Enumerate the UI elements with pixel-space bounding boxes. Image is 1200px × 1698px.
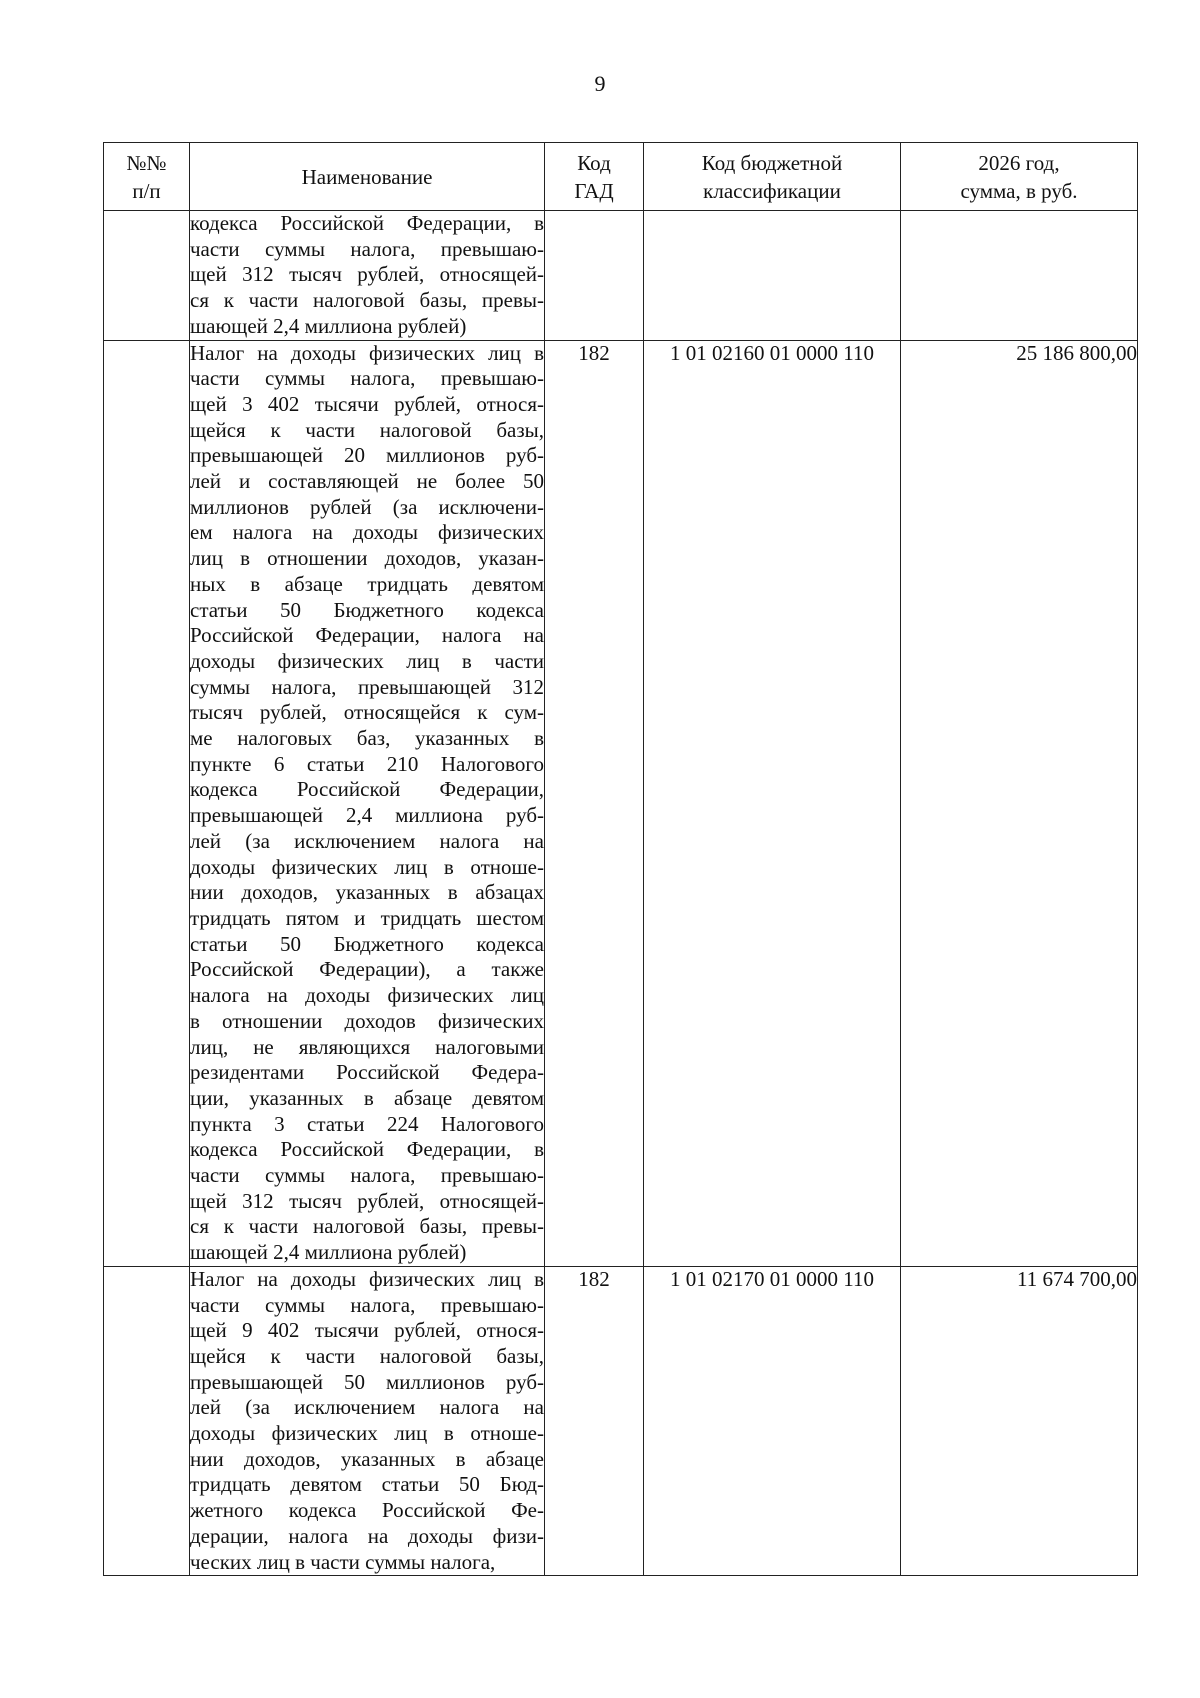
name-line: жетного кодекса Российской Фе- bbox=[190, 1498, 544, 1523]
name-line: пункте 6 статьи 210 Налогового bbox=[190, 751, 544, 776]
name-line: нии доходов, указанных в абзаце bbox=[190, 1446, 544, 1471]
cell-amount bbox=[901, 211, 1138, 341]
header-name bbox=[190, 143, 545, 211]
name-line: доходы физических лиц в отноше- bbox=[190, 1421, 544, 1446]
name-line: доходы физических лиц в части bbox=[190, 648, 544, 673]
cell-num bbox=[104, 1266, 190, 1575]
header-num-line-2: п/п bbox=[132, 178, 161, 203]
name-line: ме налоговых баз, указанных в bbox=[190, 726, 544, 751]
name-line: ся к части налоговой базы, превы- bbox=[190, 1214, 544, 1239]
name-line: тридцать девятом статьи 50 Бюд- bbox=[190, 1472, 544, 1497]
name-line: в отношении доходов физических bbox=[190, 1008, 544, 1033]
name-line: лей (за исключением налога на bbox=[190, 828, 544, 853]
header-name-line-1: Наименование bbox=[301, 164, 433, 189]
name-line: суммы налога, превышающей 312 bbox=[190, 674, 544, 699]
name-line: ся к части налоговой базы, превы- bbox=[190, 288, 544, 313]
header-gad-line-1: Код bbox=[577, 150, 611, 175]
name-line: статьи 50 Бюджетного кодекса bbox=[190, 597, 544, 622]
name-line: Российской Федерации), а также bbox=[190, 957, 544, 982]
table-row bbox=[104, 1266, 1138, 1575]
page-number: 9 bbox=[594, 71, 606, 96]
name-line: нии доходов, указанных в абзацах bbox=[190, 880, 544, 905]
name-line: доходы физических лиц в отноше- bbox=[190, 854, 544, 879]
name-line: налога на доходы физических лиц bbox=[190, 983, 544, 1008]
name-line: лей (за исключением налога на bbox=[190, 1395, 544, 1420]
name-line: тысяч рублей, относящейся к сум- bbox=[190, 700, 544, 725]
header-kbk-line-2: классификации bbox=[703, 178, 841, 203]
name-line: ческих лиц в части суммы налога, bbox=[190, 1549, 496, 1574]
header-amount-line-2: сумма, в руб. bbox=[960, 178, 1078, 203]
name-line: шающей 2,4 миллиона рублей) bbox=[190, 313, 467, 338]
cell-name bbox=[190, 340, 545, 1266]
name-line: Налог на доходы физических лиц в bbox=[190, 340, 544, 365]
name-line: части суммы налога, превышаю- bbox=[190, 1163, 544, 1188]
cell-gad: 182 bbox=[545, 340, 644, 1266]
cell-gad bbox=[545, 211, 644, 341]
cell-num bbox=[104, 211, 190, 341]
cell-gad: 182 bbox=[545, 1266, 644, 1575]
header-gad bbox=[545, 143, 644, 211]
name-line: ем налога на доходы физических bbox=[190, 520, 544, 545]
name-line: ции, указанных в абзаце девятом bbox=[190, 1085, 544, 1110]
header-num bbox=[104, 143, 190, 211]
name-line: дерации, налога на доходы физи- bbox=[190, 1523, 544, 1548]
header-amount-line-1: 2026 год, bbox=[978, 150, 1060, 175]
name-line: кодекса Российской Федерации, в bbox=[190, 211, 544, 235]
name-line: лиц в отношении доходов, указан- bbox=[190, 546, 544, 571]
table-header bbox=[104, 143, 1138, 211]
name-line: кодекса Российской Федерации, bbox=[190, 777, 544, 802]
cell-kbk bbox=[644, 211, 901, 341]
name-line: Российской Федерации, налога на bbox=[190, 623, 544, 648]
header-gad-line-2: ГАД bbox=[574, 178, 614, 203]
cell-amount: 11 674 700,00 bbox=[901, 1266, 1138, 1575]
header-amount bbox=[901, 143, 1138, 211]
name-line: щей 312 тысяч рублей, относящей- bbox=[190, 1188, 544, 1213]
name-line: щей 9 402 тысячи рублей, относя- bbox=[190, 1318, 544, 1343]
header-kbk bbox=[644, 143, 901, 211]
name-line: части суммы налога, превышаю- bbox=[190, 236, 544, 261]
cell-name bbox=[190, 1266, 545, 1575]
name-line: статьи 50 Бюджетного кодекса bbox=[190, 931, 544, 956]
name-line: шающей 2,4 миллиона рублей) bbox=[190, 1240, 467, 1265]
name-line: превышающей 2,4 миллиона руб- bbox=[190, 803, 544, 828]
name-line: части суммы налога, превышаю- bbox=[190, 1292, 544, 1317]
cell-amount: 25 186 800,00 bbox=[901, 340, 1138, 1266]
cell-name bbox=[190, 211, 545, 341]
name-line: щейся к части налоговой базы, bbox=[190, 417, 544, 442]
name-line: миллионов рублей (за исключени- bbox=[190, 494, 544, 519]
name-line: щей 3 402 тысячи рублей, относя- bbox=[190, 391, 544, 416]
name-line: резидентами Российской Федера- bbox=[190, 1060, 544, 1085]
cell-kbk: 1 01 02170 01 0000 110 bbox=[644, 1266, 901, 1575]
table-body bbox=[104, 211, 1138, 1576]
table-row bbox=[104, 211, 1138, 341]
header-num-line-1: №№ bbox=[126, 150, 167, 175]
name-line: тридцать пятом и тридцать шестом bbox=[190, 905, 544, 930]
name-line: щей 312 тысяч рублей, относящей- bbox=[190, 262, 544, 287]
table-row bbox=[104, 340, 1138, 1266]
name-line: превышающей 20 миллионов руб- bbox=[190, 443, 544, 468]
cell-kbk: 1 01 02160 01 0000 110 bbox=[644, 340, 901, 1266]
name-line: лиц, не являющихся налоговыми bbox=[190, 1034, 544, 1059]
name-line: части суммы налога, превышаю- bbox=[190, 366, 544, 391]
name-line: пункта 3 статьи 224 Налогового bbox=[190, 1111, 544, 1136]
budget-revenue-table bbox=[103, 142, 1138, 1576]
name-line: лей и составляющей не более 50 bbox=[190, 469, 544, 494]
cell-num bbox=[104, 340, 190, 1266]
name-line: превышающей 50 миллионов руб- bbox=[190, 1369, 544, 1394]
name-line: кодекса Российской Федерации, в bbox=[190, 1137, 544, 1162]
header-kbk-line-1: Код бюджетной bbox=[701, 150, 843, 175]
name-line: Налог на доходы физических лиц в bbox=[190, 1266, 544, 1291]
header-row bbox=[104, 143, 1138, 211]
name-line: щейся к части налоговой базы, bbox=[190, 1343, 544, 1368]
name-line: ных в абзаце тридцать девятом bbox=[190, 571, 544, 596]
